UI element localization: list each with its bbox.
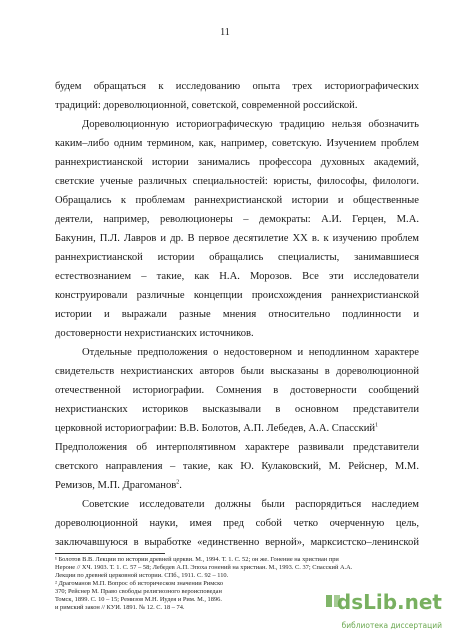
footnote-line: ¹ Болотов В.В. Лекции по истории древней церкви. М., 1994. Т. 1. С. 52; он же. Гонение на христиан при xyxy=(55,556,339,563)
body-line: Советские исследователи должны были распорядиться наследием xyxy=(82,499,419,510)
body-line: будем обращаться к исследованию опыта трех историографических xyxy=(55,81,419,92)
footnote-mark: 1 xyxy=(375,422,379,429)
body-line: Обращались к проблемам раннехристианской истории и общественные xyxy=(55,195,419,206)
body-line-with-footnote xyxy=(55,422,419,435)
body-line: дореволюционной науки, имея пред собой четко очерченную цель, xyxy=(55,518,419,529)
footnote-line: 370; Рейснер М. Право свободы религиозного вероисповедан xyxy=(55,588,222,595)
body-line-with-footnote: Ремизов, М.П. Драгоманов$^2$. xyxy=(55,479,182,491)
body-line: светские ученые различных специальностей: юристы, философы, филологи. xyxy=(55,176,419,187)
body-line: Предположения об интерполятивном характере развивали представители xyxy=(55,442,419,453)
body-line: отечественной историографии. Сомнения в достоверности сообщений xyxy=(55,385,419,396)
body-line: Бакунин, П.Л. Лавров и др. В первое десятилетие XX в. к изучению проблем xyxy=(55,233,419,244)
footnote-line: Нероне // ХЧ. 1903. Т. 1. С. 57 – 58; Лебедев А.П. Эпоха гонений на христиан. М., 1993. С. 37; Спасский А.А. xyxy=(55,564,353,571)
body-line: светского направления – такие, как Ю. Кулаковский, М. Рейснер, М.М. xyxy=(55,461,419,472)
body-line: естествознанием – такие, как Н.А. Морозов. Все эти исследователи xyxy=(55,271,419,282)
body-line: конструировали различные концепции происхождения раннехристианской xyxy=(55,290,419,301)
body-line: каким–либо одним термином, как, например, советскую. Изучением проблем xyxy=(55,138,419,149)
body-line: Отдельные предположения о недостоверном и неподлинном характере xyxy=(82,347,419,358)
body-line-text: Ремизов, М.П. Драгоманов xyxy=(55,480,177,491)
body-line: истории и выражали разные мнения относительно подлинности и xyxy=(55,309,419,320)
body-line: свидетельств нехристианских авторов были высказаны в дореволюционной xyxy=(55,366,419,377)
page-number: 11 xyxy=(220,27,230,38)
footnote-line: ² Драгоманов М.П. Вопрос об историческом значении Римско xyxy=(55,580,224,587)
body-line-text: церковной историографии: В.В. Болотов, А.П. Лебедев, А.А. Спасский xyxy=(55,423,376,434)
footnote-line: Лекции по древней церковной истории. СПб., 1911. С. 92 – 110. xyxy=(55,572,229,579)
body-line: Дореволюционную историографическую традицию нельзя обозначить xyxy=(82,119,419,130)
body-line: нехристианских историков высказывали в основном представители xyxy=(55,404,419,415)
footnote-separator xyxy=(55,553,165,554)
body-line: заключавшуюся в выработке «единственно верной», марксистско–ленинской xyxy=(55,537,419,548)
footnote-mark: 2 xyxy=(176,479,180,486)
body-line: достоверности нехристианских источников. xyxy=(55,328,254,339)
watermark xyxy=(322,588,442,630)
body-line: раннехристианской истории обращались специалисты, занимавшиеся xyxy=(55,252,419,263)
body-line: раннехристианской истории занимались профессора духовных академий, xyxy=(55,157,419,168)
body-line: деятели, например, революционеры – демократы: А.И. Герцен, М.А. xyxy=(55,214,419,225)
footnote-line: и римский закон // КУИ. 1891. № 12. С. 18 – 74. xyxy=(55,604,185,611)
body-line: традиций: дореволюционной, советской, современной российской. xyxy=(55,100,358,111)
watermark-caption: библиотека диссертаций xyxy=(341,621,442,630)
watermark-logo: dsLib.net xyxy=(336,590,442,614)
footnote-line: Томск, 1899. С. 10 – 15; Ремизов М.Н. Иудея и Рим. М., 1896. xyxy=(55,596,222,603)
